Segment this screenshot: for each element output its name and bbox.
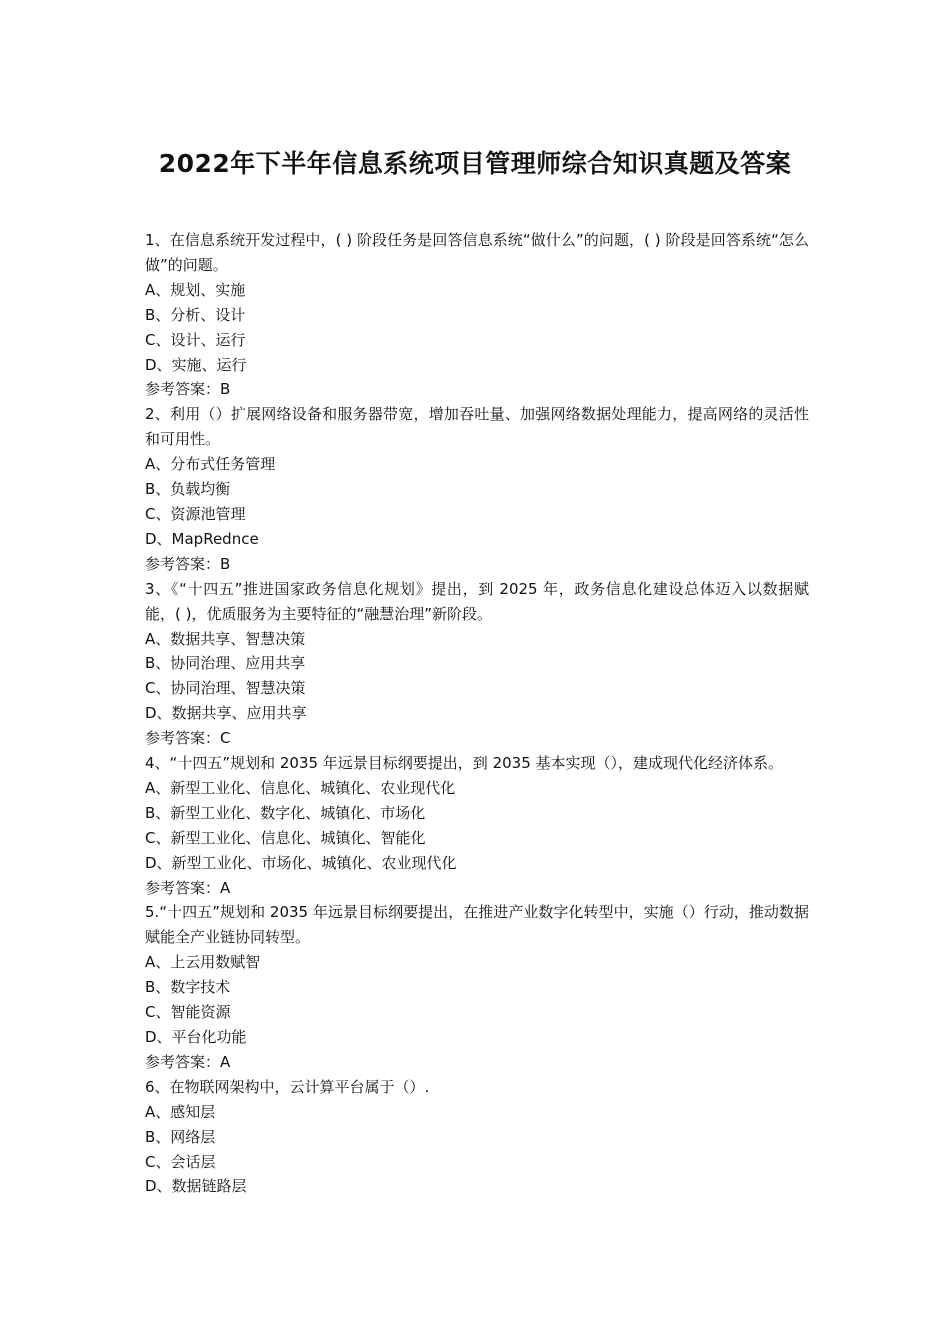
option-a: A、新型工业化、信息化、城镇化、农业现代化 bbox=[145, 778, 456, 797]
question-1 bbox=[145, 228, 809, 402]
option-b: B、网络层 bbox=[145, 1127, 216, 1146]
option-d: D、数据链路层 bbox=[145, 1177, 247, 1196]
option-c: C、智能资源 bbox=[145, 1003, 231, 1022]
option-c: C、会话层 bbox=[145, 1152, 216, 1171]
question-stem: 5.“十四五”规划和 2035 年远景目标纲要提出，在推进产业数字化转型中，实施（）行动，推动数据赋能全产业链协同转型。 bbox=[145, 903, 809, 947]
option-d: D、平台化功能 bbox=[145, 1028, 247, 1046]
question-5 bbox=[145, 900, 809, 1074]
option-c: C、新型工业化、信息化、城镇化、智能化 bbox=[145, 828, 426, 847]
question-6 bbox=[145, 1075, 809, 1200]
reference-answer: 参考答案：A bbox=[145, 1052, 231, 1071]
question-2 bbox=[145, 402, 809, 576]
question-3 bbox=[145, 577, 809, 751]
option-c: C、协同治理、智慧决策 bbox=[145, 679, 306, 698]
question-stem: 1、在信息系统开发过程中，( ) 阶段任务是回答信息系统“做什么”的问题，( ) 阶段是回答系统“怎么做”的问题。 bbox=[145, 231, 809, 274]
document-body bbox=[145, 228, 809, 1199]
option-d: D、实施、运行 bbox=[145, 355, 247, 374]
document-title: 2022年下半年信息系统项目管理师综合知识真题及答案 bbox=[158, 149, 792, 178]
option-c: C、设计、运行 bbox=[145, 330, 246, 349]
option-b: B、分析、设计 bbox=[145, 305, 246, 324]
option-b: B、数字技术 bbox=[145, 978, 231, 997]
option-d: D、数据共享、应用共享 bbox=[145, 704, 307, 723]
question-stem: 6、在物联网架构中，云计算平台属于（）. bbox=[145, 1077, 430, 1096]
option-a: A、规划、实施 bbox=[145, 280, 246, 299]
option-c: C、资源池管理 bbox=[145, 504, 246, 523]
question-stem: 3、《“十四五”推进国家政务信息化规划》提出，到 2025 年，政务信息化建设总体迈入以数据赋能，( )，优质服务为主要特征的“融慧治理”新阶段。 bbox=[145, 579, 809, 623]
option-b: B、协同治理、应用共享 bbox=[145, 654, 306, 673]
option-b: B、新型工业化、数字化、城镇化、市场化 bbox=[145, 803, 426, 822]
option-a: A、数据共享、智慧决策 bbox=[145, 629, 306, 648]
option-a: A、分布式任务管理 bbox=[145, 455, 276, 474]
option-d: D、新型工业化、市场化、城镇化、农业现代化 bbox=[145, 853, 457, 872]
question-stem: 4、“十四五”规划和 2035 年远景目标纲要提出，到 2035 基本实现（），建成现代化经济体系。 bbox=[145, 754, 784, 773]
question-4 bbox=[145, 751, 809, 900]
question-stem: 2、利用（）扩展网络设备和服务器带宽，增加吞吐量、加强网络数据处理能力，提高网络的灵活性和可用性。 bbox=[145, 405, 809, 449]
option-b: B、负载均衡 bbox=[145, 480, 231, 499]
option-a: A、感知层 bbox=[145, 1102, 216, 1121]
reference-answer: 参考答案：C bbox=[145, 729, 231, 748]
reference-answer: 参考答案：B bbox=[145, 380, 231, 399]
option-d: D、MapRednce bbox=[145, 529, 259, 548]
reference-answer: 参考答案：B bbox=[145, 554, 231, 573]
option-a: A、上云用数赋智 bbox=[145, 953, 261, 972]
reference-answer: 参考答案：A bbox=[145, 878, 231, 897]
